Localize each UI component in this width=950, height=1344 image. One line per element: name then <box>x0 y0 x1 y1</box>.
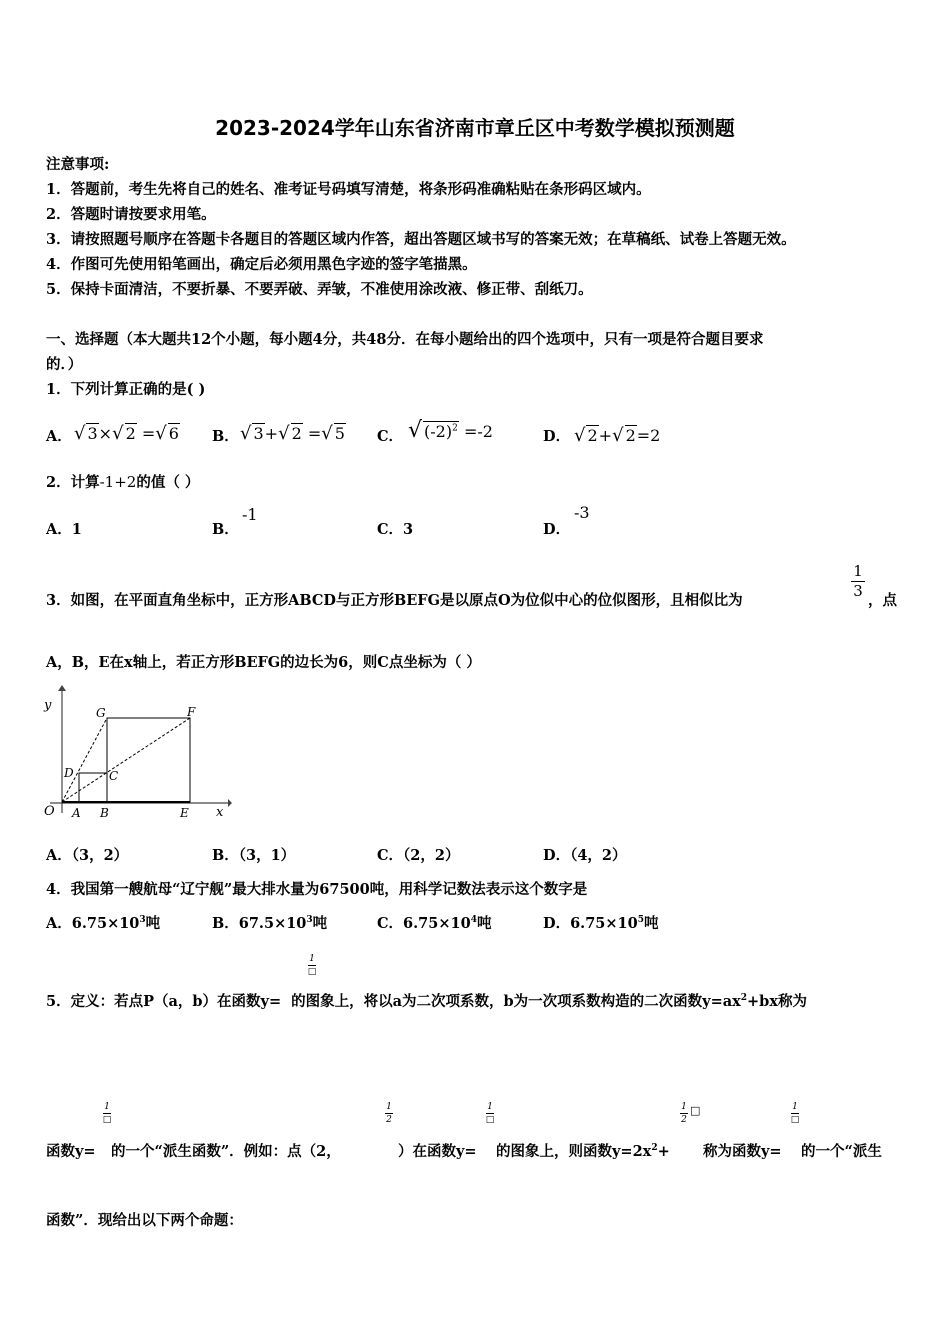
fig-label-e: E <box>180 806 189 820</box>
q2-stem: 2．计算-1+2的值（ ） <box>46 473 200 491</box>
q1-option-c: √ $(-2)^2 =-2$ <box>408 418 493 443</box>
notice-item: 4．作图可先使用铅笔画出，确定后必须用黑色字迹的签字笔描黑。 <box>46 256 477 273</box>
q5-frac-c: 1 □ <box>485 1102 495 1125</box>
fig-label-b: B <box>100 806 109 820</box>
q1-stem: 1．下列计算正确的是( ) <box>46 381 206 398</box>
section-heading: 一、选择题（本大题共12个小题，每小题4分，共48分．在每小题给出的四个选项中，只有一项是符合题目要求 <box>46 331 764 348</box>
q5-frac-b: 1 2 <box>386 1102 392 1125</box>
fig-label-x: x <box>216 805 224 820</box>
q5-line2-c: ）在函数y= <box>398 1143 477 1160</box>
q3-option-a: A．（3，2） <box>46 847 129 864</box>
notice-item: 1．答题前，考生先将自己的姓名、准考证号码填写清楚，将条形码准确粘贴在条形码区域内。 <box>46 181 651 198</box>
q5-frac-d: 1 2 <box>681 1102 687 1125</box>
q2-option-d-value: -3 <box>574 503 590 522</box>
q4-option-a: A．$6.75\times 10^3$吨 <box>46 915 161 932</box>
q1-option-a-label: A． <box>46 428 72 445</box>
q3-stem-line1: 3．如图，在平面直角坐标中，正方形ABCD与正方形BEFG是以原点O为位似中心的位似图形，且相似比为 <box>46 592 743 609</box>
q2-option-a: A．1 <box>46 521 82 538</box>
q2-option-c: C．3 <box>377 521 414 538</box>
q3-figure <box>40 685 240 825</box>
notice-heading: 注意事项: <box>46 156 110 173</box>
q2-option-b-value: -1 <box>242 505 258 524</box>
fig-label-a: A <box>72 806 81 820</box>
q5-line2-b: 的一个“派生函数”．例如：点（2， <box>111 1143 341 1160</box>
q5-line2-d: 的图象上，则函数$y=2x^2+$ <box>496 1143 670 1160</box>
q5-frac-1: 1 □ <box>307 954 317 977</box>
q5-frac-e: 1 □ <box>790 1102 800 1125</box>
q5-line2-g: 的一个“派生 <box>801 1143 882 1160</box>
q2-option-b-label: B． <box>212 521 239 538</box>
q4-option-c: C．$6.75\times 10^4$吨 <box>377 915 492 932</box>
q3-ratio-fraction: 1 3 <box>851 563 865 600</box>
q5-line2-a: 函数y= <box>46 1143 96 1160</box>
fig-label-f: F <box>187 705 196 719</box>
fig-label-d: D <box>64 766 74 780</box>
q1-option-c-label: C． <box>377 428 404 445</box>
q3-option-b: B．（3，1） <box>212 847 296 864</box>
q3-option-d: D．（4，2） <box>543 847 627 864</box>
q1-option-b: √ 3+√ 2 =√ 5 <box>240 423 345 444</box>
notice-item: 5．保持卡面清洁，不要折暴、不要弄破、弄皱，不准使用涂改液、修正带、刮纸刀。 <box>46 281 593 298</box>
q4-stem: 4．我国第一艘航母“辽宁舰”最大排水量为67500吨，用科学记数法表示这个数字是 <box>46 881 588 898</box>
q5-frac-a: 1 □ <box>102 1102 112 1125</box>
q4-option-d: D．$6.75\times 10^5$吨 <box>543 915 659 932</box>
page-title: 2023-2024学年山东省济南市章丘区中考数学模拟预测题 <box>215 116 735 140</box>
q4-option-b: B．$67.5\times 10^3$吨 <box>212 915 328 932</box>
section-heading-cont: 的．） <box>46 356 83 373</box>
q5-line3: 函数”．现给出以下两个命题： <box>46 1212 243 1229</box>
notice-item: 3．请按照题号顺序在答题卡各题目的答题区域内作答，超出答题区域书写的答案无效；在草稿纸、试卷上答题无效。 <box>46 231 796 248</box>
fig-label-g: G <box>96 706 106 720</box>
q1-option-d: √ 2+√ 2=2 <box>574 425 661 446</box>
fig-label-y: y <box>44 698 52 713</box>
fig-label-c: C <box>109 769 119 783</box>
q1-option-d-label: D． <box>543 428 571 445</box>
notice-item: 2．答题时请按要求用笔。 <box>46 206 216 223</box>
q3-stem-line1-end: ，点 <box>868 592 897 609</box>
q5-line2-f: 称为函数y= <box>703 1143 782 1160</box>
q1-option-b-label: B． <box>212 428 239 445</box>
q5-line1: 5．定义：若点P（a，b）在函数y= 的图象上，将以a为二次项系数，b为一次项系数构造的二次函数$y=ax^2+bx$称为 <box>46 993 807 1010</box>
q1-option-a: √ 3×√ 2 =√ 6 <box>74 423 179 444</box>
q3-option-c: C．（2，2） <box>377 847 460 864</box>
q2-option-d-label: D． <box>543 521 571 538</box>
fig-label-o: O <box>44 804 55 819</box>
q3-stem-line2: A，B，E在x轴上，若正方形BEFG的边长为6，则C点坐标为（ ） <box>46 654 481 671</box>
q5-frac-d-box: □ <box>690 1104 701 1117</box>
